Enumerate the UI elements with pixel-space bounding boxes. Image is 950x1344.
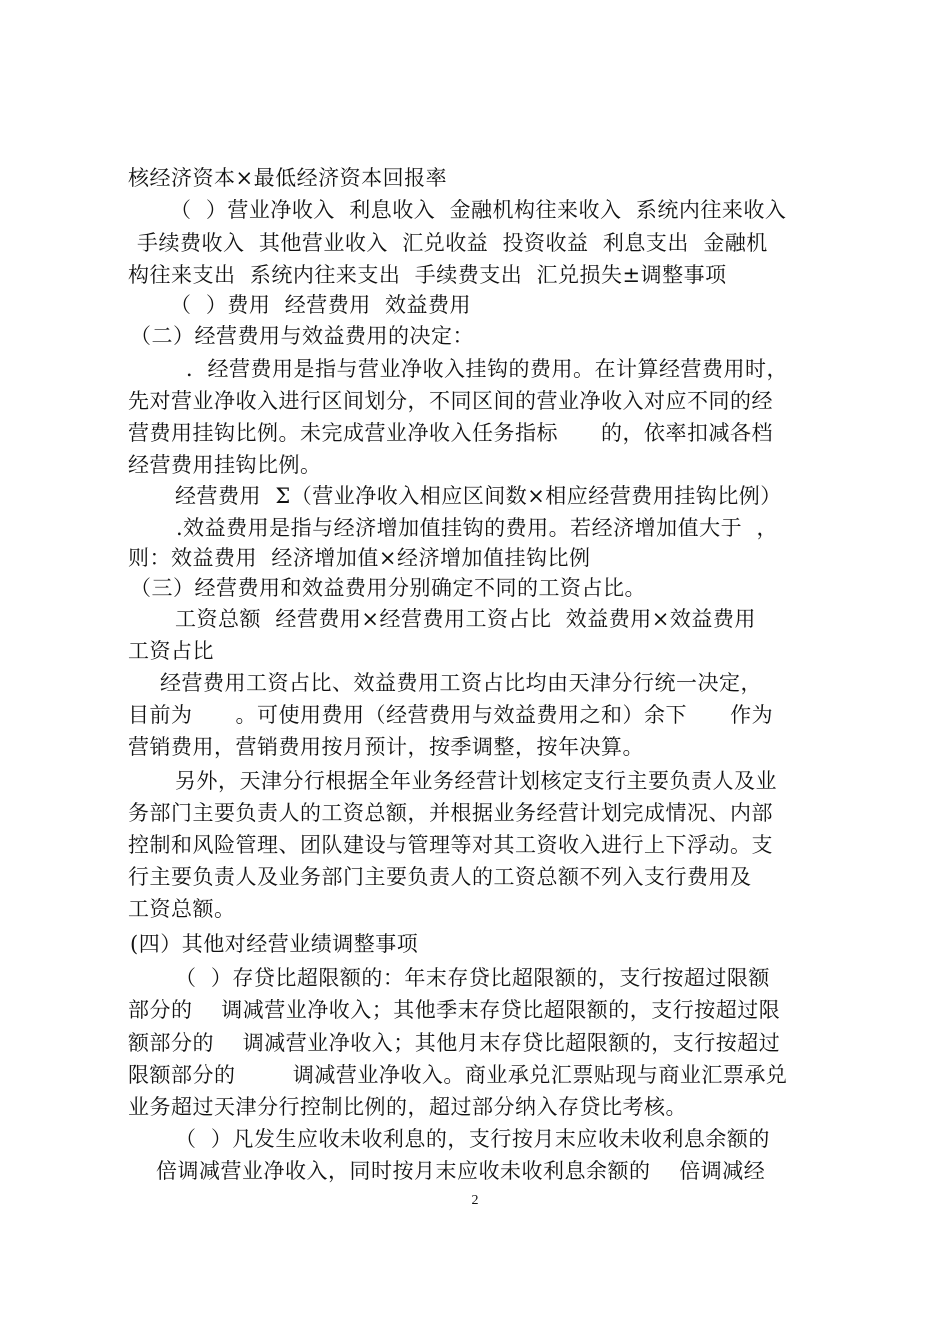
text-line: 另外，天津分行根据全年业务经营计划核定支行主要负责人及业 [175, 769, 777, 793]
text-line: .效益费用是指与经济增加值挂钩的费用。若经济增加值大于 ， [176, 516, 779, 540]
text-line: 倍调减营业净收入，同时按月末应收未收利息余额的 倍调减经 [156, 1159, 766, 1183]
text-line: 手续费收入 其他营业收入 汇兑收益 投资收益 利息支出 金融机 [137, 231, 768, 255]
text-line: 部分的 调减营业净收入；其他季末存贷比超限额的，支行按超过限 [128, 998, 781, 1022]
section-heading: （二）经营费用与效益费用的决定： [130, 324, 474, 348]
formula-line: 工资总额 经营费用×经营费用工资占比 效益费用×效益费用 [175, 607, 756, 631]
text-line: 工资总额。 [128, 897, 236, 921]
text-line: 行主要负责人及业务部门主要负责人的工资总额不列入支行费用及 [128, 865, 752, 889]
text-line: 控制和风险管理、团队建设与管理等对其工资收入进行上下浮动。支 [128, 833, 773, 857]
text-line: 工资占比 [128, 639, 214, 663]
text-line: 务部门主要负责人的工资总额，并根据业务经营计划完成情况、内部 [128, 801, 773, 825]
text-line: 则：效益费用 经济增加值×经济增加值挂钩比例 [128, 546, 591, 570]
text-line: 经营费用工资占比、效益费用工资占比均由天津分行统一决定， [160, 671, 762, 695]
text-line: 先对营业净收入进行区间划分，不同区间的营业净收入对应不同的经 [128, 389, 773, 413]
text-line: 构往来支出 系统内往来支出 手续费支出 汇兑损失±调整事项 [128, 263, 727, 287]
text-line: （ ）费用 经营费用 效益费用 [170, 293, 472, 317]
formula-line: 经营费用 Σ（营业净收入相应区间数×相应经营费用挂钩比例） [175, 484, 782, 508]
text-line: 营销费用，营销费用按月预计，按季调整，按年决算。 [128, 735, 644, 759]
text-line: 经营费用挂钩比例。 [128, 453, 322, 477]
page-number: 2 [471, 1193, 479, 1208]
text-line: 核经济资本×最低经济资本回报率 [128, 166, 448, 190]
text-line: （ ）营业净收入 利息收入 金融机构往来收入 系统内往来收入 [170, 198, 787, 222]
text-line: 目前为 。可使用费用（经营费用与效益费用之和）余下 作为 [128, 703, 774, 727]
text-line: 额部分的 调减营业净收入；其他月末存贷比超限额的，支行按超过 [128, 1031, 781, 1055]
section-heading: (四）其他对经营业绩调整事项 [130, 932, 419, 956]
text-line: 营费用挂钩比例。未完成营业净收入任务指标 的，依率扣减各档 [128, 421, 774, 445]
text-line: （ ）凡发生应收未收利息的，支行按月末应收未收利息余额的 [175, 1127, 770, 1151]
text-line: （ ）存贷比超限额的：年末存贷比超限额的，支行按超过限额 [175, 966, 770, 990]
text-line: 业务超过天津分行控制比例的，超过部分纳入存贷比考核。 [128, 1095, 687, 1119]
text-line: 限额部分的 调减营业净收入。商业承兑汇票贴现与商业汇票承兑 [128, 1063, 788, 1087]
text-line: ．经营费用是指与营业净收入挂钩的费用。在计算经营费用时， [186, 357, 788, 381]
section-heading: （三）经营费用和效益费用分别确定不同的工资占比。 [130, 576, 646, 600]
